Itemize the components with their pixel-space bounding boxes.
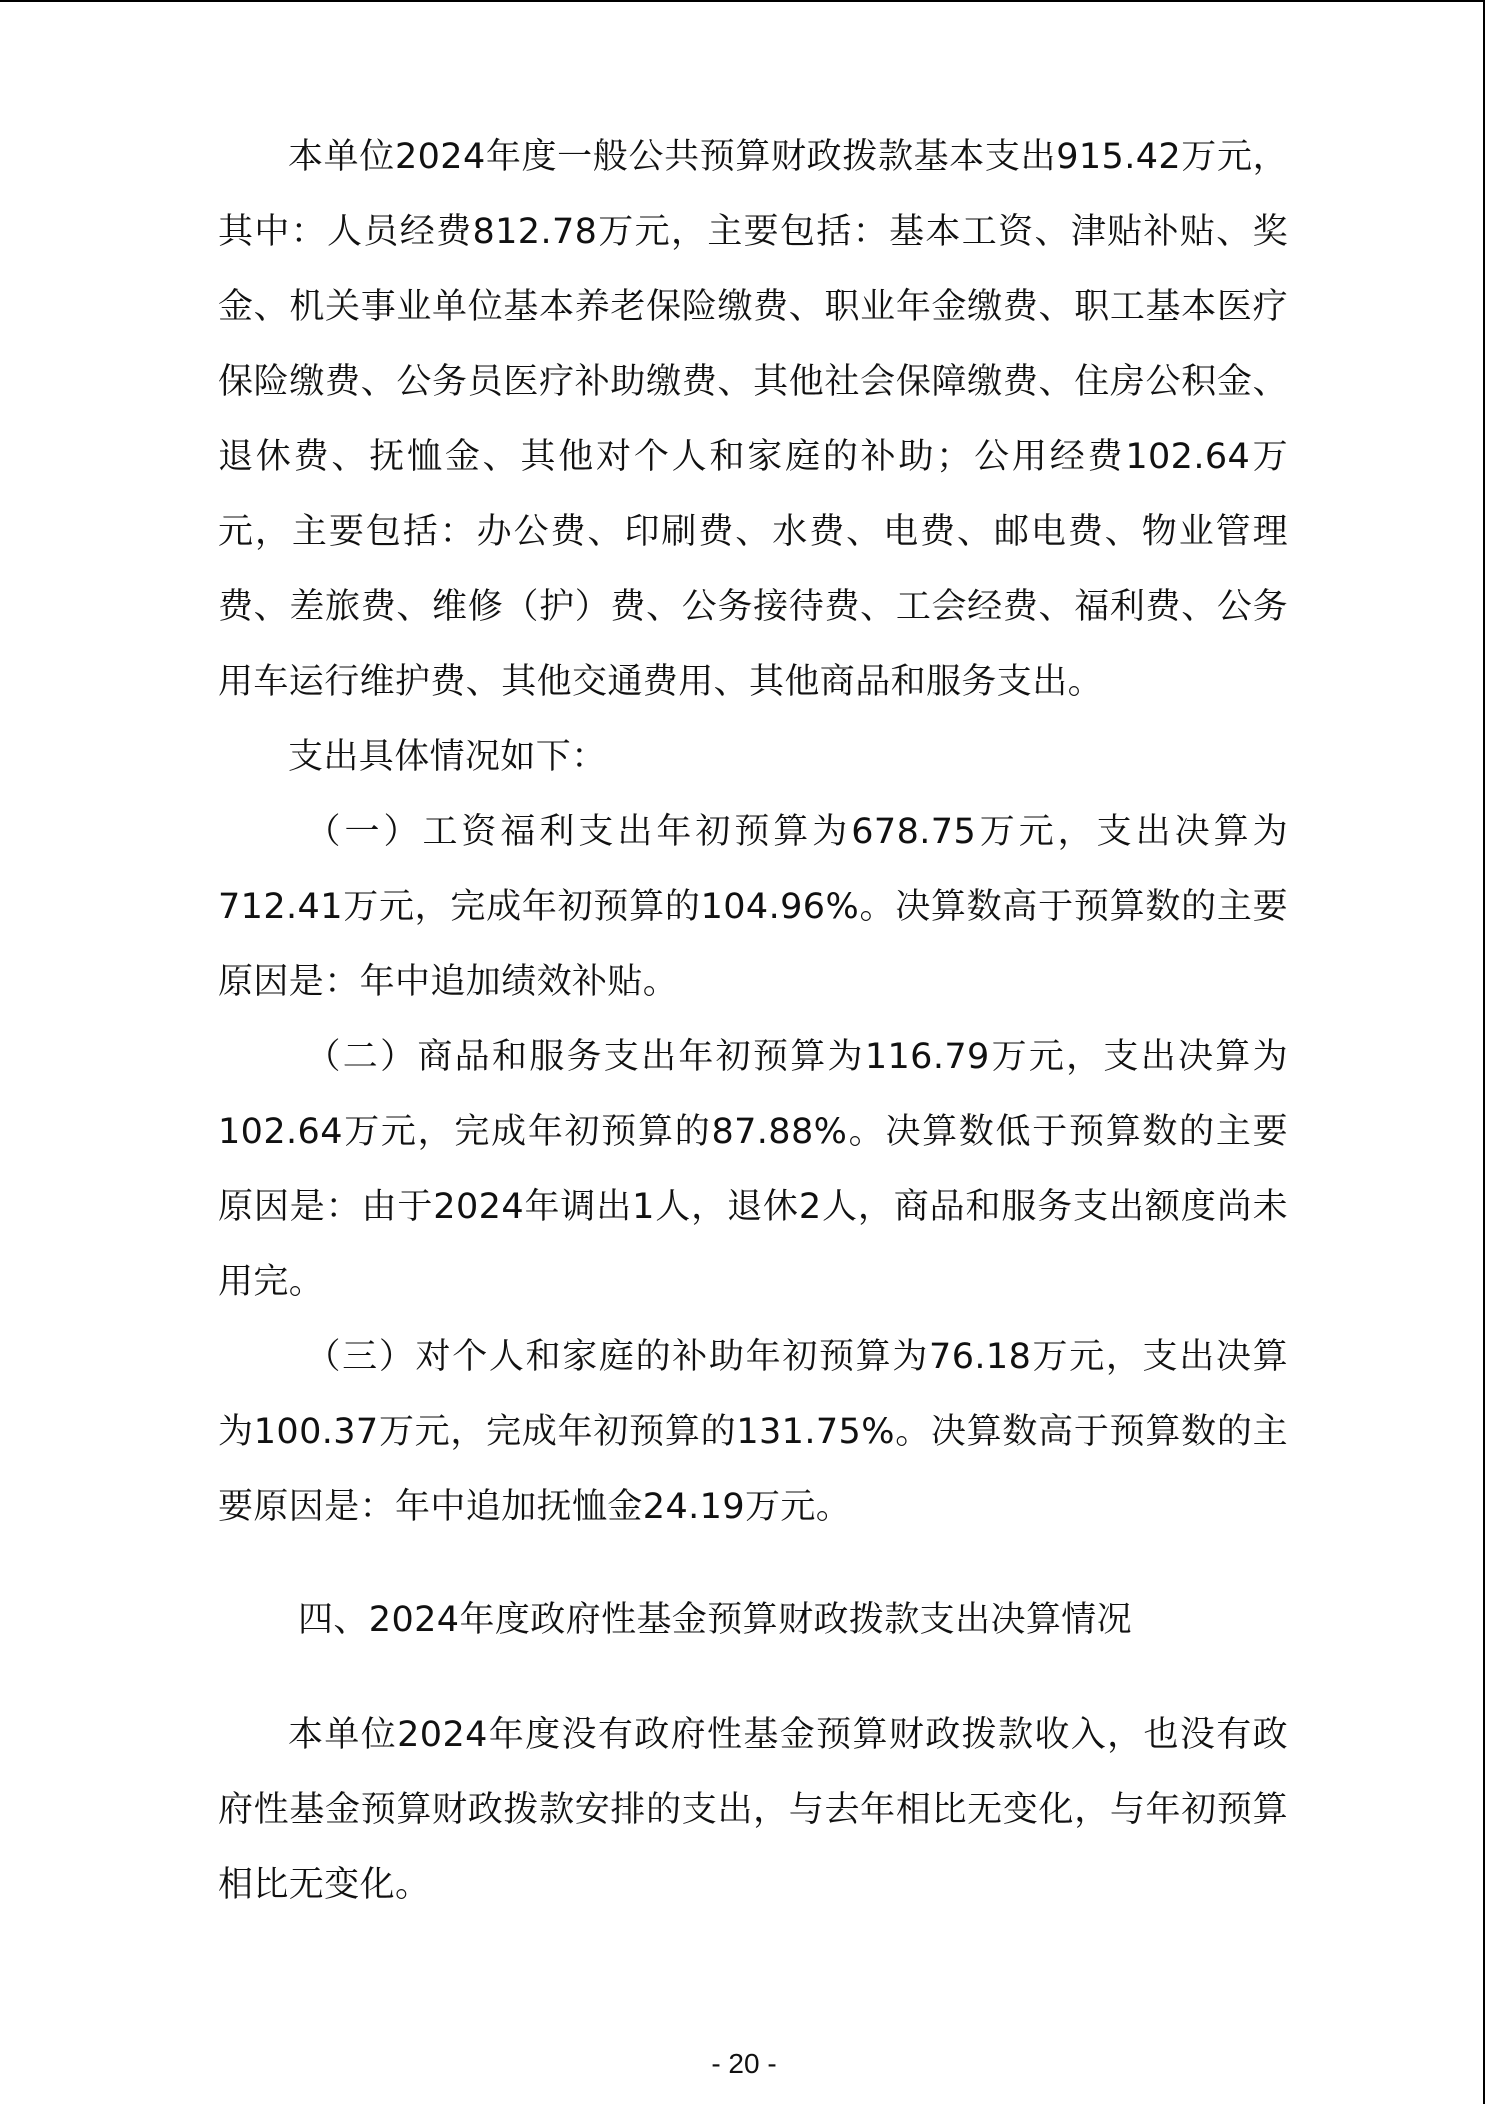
document-body (218, 120, 1288, 1923)
page-number: - 20 - (711, 2048, 777, 2079)
paragraph-goods-services: （二）商品和服务支出年初预算为116.79万元，支出决算为102.64万元，完成年初预算的87.88%。决算数低于预算数的主要原因是：由于2024年调出1人，退休2人，商品和服务支出额度尚未用完。 (218, 1037, 1288, 1302)
paragraph-wage-welfare: （一）工资福利支出年初预算为678.75万元，支出决算为712.41万元，完成年初预算的104.96%。决算数高于预算数的主要原因是：年中追加绩效补贴。 (218, 812, 1288, 1002)
section-heading: 四、2024年度政府性基金预算财政拨款支出决算情况 (298, 1600, 1133, 1640)
paragraph-basic-expenditure: 本单位2024年度一般公共预算财政拨款基本支出915.42万元，其中：人员经费812.78万元，主要包括：基本工资、津贴补贴、奖金、机关事业单位基本养老保险缴费、职业年金缴费、职工基本医疗保险缴费、公务员医疗补助缴费、其他社会保障缴费、住房公积金、退休费、抚恤金、其他对个人和家庭的补助；公用经费102.64万元，主要包括：办公费、印刷费、水费、电费、邮电费、物业管理费、差旅费、维修（护）费、公务接待费、工会经费、福利费、公务用车运行维护费、其他交通费用、其他商品和服务支出。 (218, 137, 1288, 702)
paragraph-expenditure-intro: 支出具体情况如下： (288, 737, 607, 777)
paragraph-government-fund: 本单位2024年度没有政府性基金预算财政拨款收入，也没有政府性基金预算财政拨款安排的支出，与去年相比无变化，与年初预算相比无变化。 (218, 1715, 1288, 1905)
paragraph-individual-subsidy: （三）对个人和家庭的补助年初预算为76.18万元，支出决算为100.37万元，完成年初预算的131.75%。决算数高于预算数的主要原因是：年中追加抚恤金24.19万元。 (218, 1337, 1288, 1527)
